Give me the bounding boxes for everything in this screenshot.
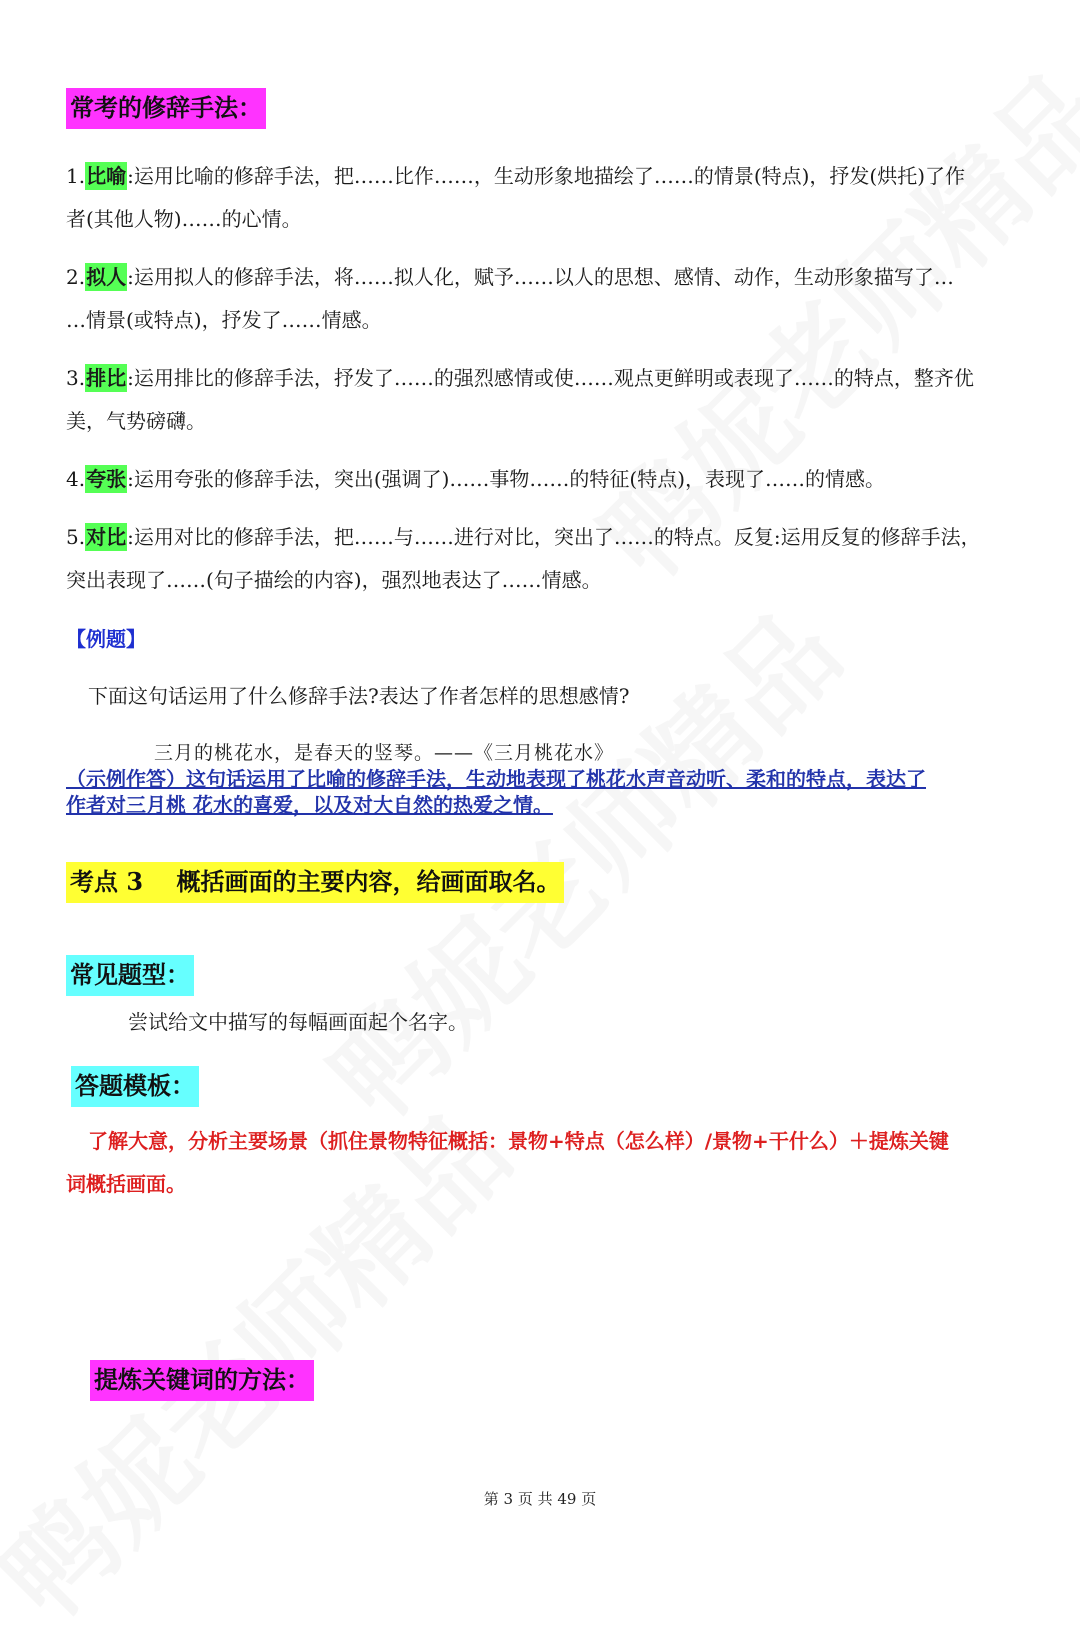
- answer-line: （示例作答）这句话运用了比喻的修辞手法，生动地表现了桃花水声音动听、柔和的特点，表达了: [66, 767, 926, 791]
- term-highlight: 比喻: [86, 164, 127, 188]
- list-item: [66, 256, 1016, 342]
- list-item: [66, 458, 1016, 501]
- item-text: :运用夸张的修辞手法，突出(强调了)……事物……的特征(特点)，表现了……的情感。: [127, 467, 886, 491]
- section-heading-rhetoric: 常考的修辞手法：: [66, 88, 266, 129]
- answer-template-text: [66, 1120, 1016, 1206]
- question-type-text: 尝试给文中描写的每幅画面起个名字。: [128, 1010, 468, 1034]
- section-heading-keyword-method: 提炼关键词的方法：: [90, 1360, 314, 1401]
- item-number: 3.: [66, 366, 86, 390]
- template-line: 词概括画面。: [66, 1172, 186, 1196]
- list-item: [66, 357, 1016, 443]
- list-item: [66, 155, 1016, 241]
- item-text: :运用拟人的修辞手法，将……拟人化，赋予……以人的思想、感情、动作，生动形象描写了…: [127, 265, 954, 289]
- item-number: 4.: [66, 467, 86, 491]
- item-text: :运用对比的修辞手法，把……与……进行对比，突出了……的特点。反复:运用反复的修辞手法，: [127, 525, 981, 549]
- question-text: 下面这句话运用了什么修辞手法?表达了作者怎样的思想感情?: [88, 684, 630, 708]
- template-line: 了解大意，分析主要场景（抓住景物特征概括：景物+特点（怎么样）/景物+干什么）＋提炼关键: [88, 1129, 949, 1153]
- item-text-continued: …情景(或特点)，抒发了……情感。: [66, 308, 382, 332]
- item-text-continued: 美，气势磅礴。: [66, 409, 206, 433]
- page-number: 第 3 页 共 49 页: [483, 1490, 597, 1508]
- section-heading-answer-template: 答题模板：: [71, 1066, 199, 1107]
- term-highlight: 拟人: [86, 265, 127, 289]
- item-text: :运用比喻的修辞手法，把……比作……，生动形象地描绘了……的情景(特点)，抒发(烘托)了作: [127, 164, 966, 188]
- answer-line: 作者对三月桃 花水的喜爱，以及对大自然的热爱之情。: [66, 793, 553, 817]
- term-highlight: 排比: [86, 366, 127, 390]
- section-heading-exam-point: 考点 3 概括画面的主要内容，给画面取名。: [66, 862, 564, 903]
- sample-answer: [66, 766, 1016, 818]
- item-text: :运用排比的修辞手法，抒发了……的强烈感情或使……观点更鲜明或表现了……的特点，整齐优: [127, 366, 974, 390]
- item-number: 1.: [66, 164, 86, 188]
- term-highlight: 对比: [86, 525, 127, 549]
- list-item: [66, 516, 1016, 602]
- section-heading-question-types: 常见题型：: [66, 955, 194, 996]
- item-text-continued: 突出表现了……(句子描绘的内容)，强烈地表达了……情感。: [66, 568, 602, 592]
- item-number: 5.: [66, 525, 86, 549]
- item-number: 2.: [66, 265, 86, 289]
- example-label: 【例题】: [66, 627, 146, 651]
- term-highlight: 夸张: [86, 467, 127, 491]
- item-text-continued: 者(其他人物)……的心情。: [66, 207, 302, 231]
- watermark: [291, 570, 869, 1148]
- quote-text: 三月的桃花水，是春天的竖琴。——《三月桃花水》: [154, 742, 615, 764]
